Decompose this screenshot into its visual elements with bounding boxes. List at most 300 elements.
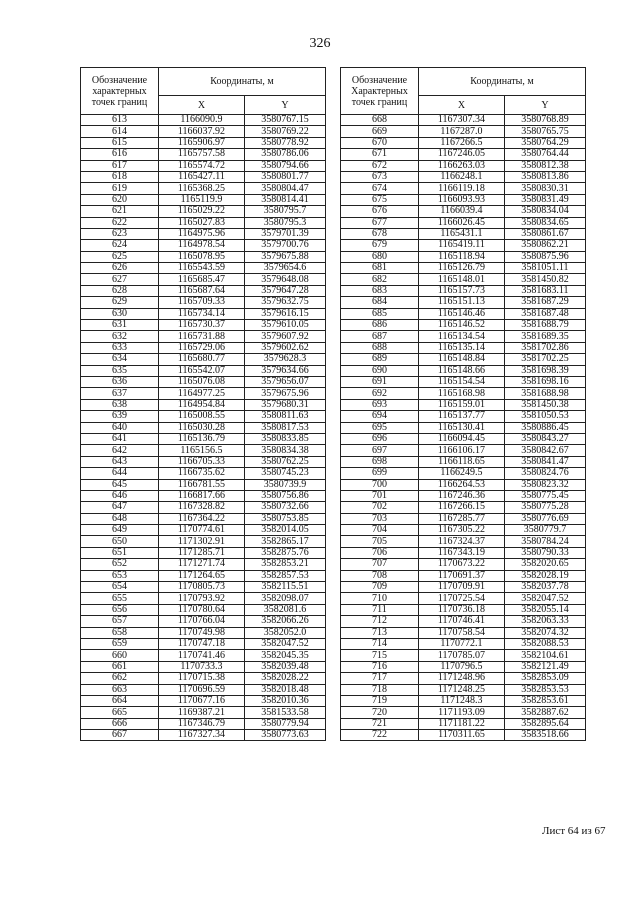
- header-x: X: [419, 96, 505, 115]
- x-cell: 1166817.66: [159, 490, 245, 501]
- point-number-cell: 721: [341, 718, 419, 729]
- point-number-cell: 686: [341, 320, 419, 331]
- point-number-cell: 639: [81, 411, 159, 422]
- y-cell: 3580732.66: [245, 502, 326, 513]
- table-row: [341, 547, 586, 558]
- x-cell: 1167305.22: [419, 525, 505, 536]
- table-row: [81, 525, 326, 536]
- table-row: [81, 217, 326, 228]
- x-cell: 1165906.97: [159, 137, 245, 148]
- y-cell: 3582037.78: [505, 582, 586, 593]
- table-row: [341, 160, 586, 171]
- x-cell: 1171181.22: [419, 718, 505, 729]
- y-cell: 3580764.29: [505, 137, 586, 148]
- point-number-cell: 633: [81, 342, 159, 353]
- table-body-left: [81, 115, 326, 741]
- y-cell: 3582115.51: [245, 582, 326, 593]
- y-cell: 3582104.61: [505, 650, 586, 661]
- y-cell: 3579607.92: [245, 331, 326, 342]
- y-cell: 3582088.53: [505, 638, 586, 649]
- table-row: [341, 399, 586, 410]
- y-cell: 3581688.98: [505, 388, 586, 399]
- table-row: [341, 525, 586, 536]
- x-cell: 1171302.91: [159, 536, 245, 547]
- y-cell: 3582853.09: [505, 673, 586, 684]
- point-number-cell: 684: [341, 297, 419, 308]
- x-cell: 1167327.34: [159, 730, 245, 741]
- y-cell: 3580861.67: [505, 228, 586, 239]
- y-cell: 3579616.15: [245, 308, 326, 319]
- y-cell: 3580862.21: [505, 240, 586, 251]
- x-cell: 1165159.01: [419, 399, 505, 410]
- x-cell: 1170749.98: [159, 627, 245, 638]
- table-row: [341, 376, 586, 387]
- x-cell: 1165146.52: [419, 320, 505, 331]
- y-cell: 3582055.14: [505, 604, 586, 615]
- table-row: [341, 285, 586, 296]
- y-cell: 3579628.3: [245, 354, 326, 365]
- table-row: [81, 206, 326, 217]
- x-cell: 1170677.16: [159, 695, 245, 706]
- y-cell: 3580765.75: [505, 126, 586, 137]
- table-row: [341, 183, 586, 194]
- table-row: [341, 206, 586, 217]
- point-number-cell: 665: [81, 707, 159, 718]
- table-row: [81, 183, 326, 194]
- table-row: [341, 638, 586, 649]
- table-row: [81, 695, 326, 706]
- x-cell: 1165687.64: [159, 285, 245, 296]
- point-number-cell: 681: [341, 263, 419, 274]
- table-row: [81, 559, 326, 570]
- x-cell: 1170796.5: [419, 661, 505, 672]
- point-number-cell: 716: [341, 661, 419, 672]
- y-cell: 3580784.24: [505, 536, 586, 547]
- point-number-cell: 688: [341, 342, 419, 353]
- y-cell: 3579701.39: [245, 228, 326, 239]
- y-cell: 3583518.66: [505, 730, 586, 741]
- point-number-cell: 661: [81, 661, 159, 672]
- x-cell: 1171264.65: [159, 570, 245, 581]
- point-number-cell: 614: [81, 126, 159, 137]
- table-row: [81, 627, 326, 638]
- point-number-cell: 649: [81, 525, 159, 536]
- table-row: [81, 376, 326, 387]
- table-row: [341, 251, 586, 262]
- x-cell: 1165146.46: [419, 308, 505, 319]
- y-cell: 3582121.49: [505, 661, 586, 672]
- point-number-cell: 620: [81, 194, 159, 205]
- point-number-cell: 672: [341, 160, 419, 171]
- table-row: [81, 638, 326, 649]
- table-row: [341, 730, 586, 741]
- table-row: [81, 331, 326, 342]
- x-cell: 1167266.5: [419, 137, 505, 148]
- x-cell: 1170311.65: [419, 730, 505, 741]
- table-row: [81, 365, 326, 376]
- point-number-cell: 678: [341, 228, 419, 239]
- table-row: [341, 650, 586, 661]
- x-cell: 1165731.88: [159, 331, 245, 342]
- table-row: [341, 684, 586, 695]
- x-cell: 1171248.96: [419, 673, 505, 684]
- point-number-cell: 717: [341, 673, 419, 684]
- y-cell: 3582875.76: [245, 547, 326, 558]
- y-cell: 3580775.45: [505, 490, 586, 501]
- table-row: [81, 490, 326, 501]
- point-number-cell: 691: [341, 376, 419, 387]
- table-row: [81, 137, 326, 148]
- header-y: Y: [505, 96, 586, 115]
- x-cell: 1166263.03: [419, 160, 505, 171]
- point-number-cell: 648: [81, 513, 159, 524]
- x-cell: 1170725.54: [419, 593, 505, 604]
- x-cell: 1164975.96: [159, 228, 245, 239]
- y-cell: 3579648.08: [245, 274, 326, 285]
- x-cell: 1165427.11: [159, 171, 245, 182]
- point-number-cell: 652: [81, 559, 159, 570]
- y-cell: 3580786.06: [245, 149, 326, 160]
- table-row: [341, 559, 586, 570]
- y-cell: 3581702.86: [505, 342, 586, 353]
- point-number-cell: 707: [341, 559, 419, 570]
- y-cell: 3580843.27: [505, 433, 586, 444]
- x-cell: 1164978.54: [159, 240, 245, 251]
- y-cell: 3580830.31: [505, 183, 586, 194]
- y-cell: 3582047.52: [245, 638, 326, 649]
- point-number-cell: 692: [341, 388, 419, 399]
- table-row: [81, 616, 326, 627]
- x-cell: 1165137.77: [419, 411, 505, 422]
- table-row: [81, 673, 326, 684]
- y-cell: 3581687.29: [505, 297, 586, 308]
- point-number-cell: 682: [341, 274, 419, 285]
- table-row: [341, 228, 586, 239]
- y-cell: 3581450.38: [505, 399, 586, 410]
- x-cell: 1171193.09: [419, 707, 505, 718]
- table-row: [341, 217, 586, 228]
- point-number-cell: 718: [341, 684, 419, 695]
- table-row: [341, 308, 586, 319]
- y-cell: 3580834.65: [505, 217, 586, 228]
- x-cell: 1165431.1: [419, 228, 505, 239]
- y-cell: 3580769.22: [245, 126, 326, 137]
- y-cell: 3580795.3: [245, 217, 326, 228]
- table-row: [341, 365, 586, 376]
- x-cell: 1165156.5: [159, 445, 245, 456]
- point-number-cell: 683: [341, 285, 419, 296]
- point-number-cell: 679: [341, 240, 419, 251]
- point-number-cell: 641: [81, 433, 159, 444]
- y-cell: 3579675.96: [245, 388, 326, 399]
- x-cell: 1165030.28: [159, 422, 245, 433]
- x-cell: 1166735.62: [159, 468, 245, 479]
- point-number-cell: 669: [341, 126, 419, 137]
- table-row: [81, 650, 326, 661]
- y-cell: 3581450.82: [505, 274, 586, 285]
- x-cell: 1171248.25: [419, 684, 505, 695]
- point-number-cell: 677: [341, 217, 419, 228]
- x-cell: 1170746.41: [419, 616, 505, 627]
- x-cell: 1170696.59: [159, 684, 245, 695]
- x-cell: 1165126.79: [419, 263, 505, 274]
- x-cell: 1165148.01: [419, 274, 505, 285]
- x-cell: 1170709.91: [419, 582, 505, 593]
- y-cell: 3581702.25: [505, 354, 586, 365]
- y-cell: 3582853.61: [505, 695, 586, 706]
- table-row: [81, 342, 326, 353]
- y-cell: 3582028.19: [505, 570, 586, 581]
- x-cell: 1170673.22: [419, 559, 505, 570]
- table-row: [81, 433, 326, 444]
- point-number-cell: 645: [81, 479, 159, 490]
- x-cell: 1166248.1: [419, 171, 505, 182]
- table-row: [341, 354, 586, 365]
- table-row: [81, 399, 326, 410]
- x-cell: 1165685.47: [159, 274, 245, 285]
- x-cell: 1166094.45: [419, 433, 505, 444]
- table-row: [341, 445, 586, 456]
- x-cell: 1165008.55: [159, 411, 245, 422]
- point-number-cell: 647: [81, 502, 159, 513]
- point-number-cell: 676: [341, 206, 419, 217]
- y-cell: 3580817.53: [245, 422, 326, 433]
- x-cell: 1165680.77: [159, 354, 245, 365]
- table-row: [81, 661, 326, 672]
- y-cell: 3580779.94: [245, 718, 326, 729]
- x-cell: 1167346.79: [159, 718, 245, 729]
- y-cell: 3580790.33: [505, 547, 586, 558]
- y-cell: 3580795.7: [245, 206, 326, 217]
- x-cell: 1166264.53: [419, 479, 505, 490]
- table-row: [341, 342, 586, 353]
- table-row: [341, 707, 586, 718]
- x-cell: 1170766.04: [159, 616, 245, 627]
- point-number-cell: 613: [81, 115, 159, 126]
- table-row: [341, 718, 586, 729]
- table-row: [341, 604, 586, 615]
- y-cell: 3582081.6: [245, 604, 326, 615]
- x-cell: 1165151.13: [419, 297, 505, 308]
- point-number-cell: 694: [341, 411, 419, 422]
- x-cell: 1165076.08: [159, 376, 245, 387]
- y-cell: 3579700.76: [245, 240, 326, 251]
- x-cell: 1167246.05: [419, 149, 505, 160]
- table-row: [81, 547, 326, 558]
- y-cell: 3580834.04: [505, 206, 586, 217]
- y-cell: 3580833.85: [245, 433, 326, 444]
- table-row: [81, 411, 326, 422]
- x-cell: 1167287.0: [419, 126, 505, 137]
- point-number-cell: 697: [341, 445, 419, 456]
- x-cell: 1166119.18: [419, 183, 505, 194]
- point-number-cell: 634: [81, 354, 159, 365]
- y-cell: 3582887.62: [505, 707, 586, 718]
- y-cell: 3580767.15: [245, 115, 326, 126]
- point-number-cell: 637: [81, 388, 159, 399]
- header-designation: Обозначение характерных точек границ: [81, 68, 159, 115]
- x-cell: 1164977.25: [159, 388, 245, 399]
- y-cell: 3580775.28: [505, 502, 586, 513]
- y-cell: 3579675.88: [245, 251, 326, 262]
- y-cell: 3582066.26: [245, 616, 326, 627]
- x-cell: 1171271.74: [159, 559, 245, 570]
- point-number-cell: 627: [81, 274, 159, 285]
- x-cell: 1165368.25: [159, 183, 245, 194]
- x-cell: 1166039.4: [419, 206, 505, 217]
- point-number-cell: 704: [341, 525, 419, 536]
- y-cell: 3580811.63: [245, 411, 326, 422]
- y-cell: 3580812.38: [505, 160, 586, 171]
- x-cell: 1170774.61: [159, 525, 245, 536]
- x-cell: 1167266.15: [419, 502, 505, 513]
- table-row: [341, 411, 586, 422]
- y-cell: 3579654.6: [245, 263, 326, 274]
- table-row: [81, 228, 326, 239]
- x-cell: 1165027.83: [159, 217, 245, 228]
- table-row: [341, 536, 586, 547]
- point-number-cell: 715: [341, 650, 419, 661]
- table-row: [341, 126, 586, 137]
- table-row: [81, 582, 326, 593]
- y-cell: 3580813.86: [505, 171, 586, 182]
- y-cell: 3580842.67: [505, 445, 586, 456]
- table-row: [81, 240, 326, 251]
- table-row: [81, 468, 326, 479]
- y-cell: 3581687.48: [505, 308, 586, 319]
- table-row: [341, 274, 586, 285]
- table-row: [341, 456, 586, 467]
- x-cell: 1167307.34: [419, 115, 505, 126]
- table-body-right: [341, 115, 586, 741]
- y-cell: 3579610.05: [245, 320, 326, 331]
- point-number-cell: 675: [341, 194, 419, 205]
- table-row: [341, 695, 586, 706]
- sheet-footer: Лист 64 из 67: [542, 825, 606, 837]
- point-number-cell: 705: [341, 536, 419, 547]
- y-cell: 3580875.96: [505, 251, 586, 262]
- point-number-cell: 650: [81, 536, 159, 547]
- table-row: [341, 263, 586, 274]
- x-cell: 1167246.36: [419, 490, 505, 501]
- point-number-cell: 706: [341, 547, 419, 558]
- x-cell: 1170785.07: [419, 650, 505, 661]
- table-row: [341, 171, 586, 182]
- table-row: [81, 285, 326, 296]
- table-row: [81, 479, 326, 490]
- point-number-cell: 667: [81, 730, 159, 741]
- point-number-cell: 680: [341, 251, 419, 262]
- x-cell: 1165118.94: [419, 251, 505, 262]
- y-cell: 3582047.52: [505, 593, 586, 604]
- point-number-cell: 658: [81, 627, 159, 638]
- x-cell: 1166090.9: [159, 115, 245, 126]
- x-cell: 1167328.82: [159, 502, 245, 513]
- x-cell: 1170747.18: [159, 638, 245, 649]
- x-cell: 1171248.3: [419, 695, 505, 706]
- table-row: [341, 388, 586, 399]
- x-cell: 1165148.66: [419, 365, 505, 376]
- y-cell: 3579647.28: [245, 285, 326, 296]
- table-row: [81, 194, 326, 205]
- point-number-cell: 722: [341, 730, 419, 741]
- table-row: [81, 536, 326, 547]
- point-number-cell: 636: [81, 376, 159, 387]
- x-cell: 1166118.65: [419, 456, 505, 467]
- y-cell: 3580773.63: [245, 730, 326, 741]
- y-cell: 3581051.11: [505, 263, 586, 274]
- table-row: [341, 661, 586, 672]
- table-row: [81, 251, 326, 262]
- point-number-cell: 651: [81, 547, 159, 558]
- table-row: [81, 422, 326, 433]
- table-row: [81, 593, 326, 604]
- y-cell: 3580823.32: [505, 479, 586, 490]
- x-cell: 1165130.41: [419, 422, 505, 433]
- table-row: [81, 604, 326, 615]
- point-number-cell: 628: [81, 285, 159, 296]
- y-cell: 3582865.17: [245, 536, 326, 547]
- y-cell: 3582098.07: [245, 593, 326, 604]
- table-row: [81, 513, 326, 524]
- table-row: [341, 570, 586, 581]
- x-cell: 1166037.92: [159, 126, 245, 137]
- y-cell: 3582028.22: [245, 673, 326, 684]
- point-number-cell: 685: [341, 308, 419, 319]
- y-cell: 3581689.35: [505, 331, 586, 342]
- table-row: [81, 502, 326, 513]
- table-row: [81, 445, 326, 456]
- x-cell: 1167364.22: [159, 513, 245, 524]
- y-cell: 3582010.36: [245, 695, 326, 706]
- point-number-cell: 695: [341, 422, 419, 433]
- point-number-cell: 714: [341, 638, 419, 649]
- y-cell: 3581698.39: [505, 365, 586, 376]
- x-cell: 1165154.54: [419, 376, 505, 387]
- point-number-cell: 638: [81, 399, 159, 410]
- y-cell: 3581698.16: [505, 376, 586, 387]
- y-cell: 3582020.65: [505, 559, 586, 570]
- table-row: [81, 388, 326, 399]
- y-cell: 3582853.21: [245, 559, 326, 570]
- table-row: [341, 320, 586, 331]
- x-cell: 1166026.45: [419, 217, 505, 228]
- point-number-cell: 708: [341, 570, 419, 581]
- point-number-cell: 657: [81, 616, 159, 627]
- table-row: [341, 194, 586, 205]
- point-number-cell: 713: [341, 627, 419, 638]
- point-number-cell: 700: [341, 479, 419, 490]
- point-number-cell: 630: [81, 308, 159, 319]
- x-cell: 1170758.54: [419, 627, 505, 638]
- x-cell: 1165157.73: [419, 285, 505, 296]
- point-number-cell: 711: [341, 604, 419, 615]
- point-number-cell: 698: [341, 456, 419, 467]
- y-cell: 3580834.38: [245, 445, 326, 456]
- y-cell: 3582074.32: [505, 627, 586, 638]
- y-cell: 3580762.25: [245, 456, 326, 467]
- y-cell: 3579602.62: [245, 342, 326, 353]
- y-cell: 3582039.48: [245, 661, 326, 672]
- x-cell: 1165148.84: [419, 354, 505, 365]
- x-cell: 1170691.37: [419, 570, 505, 581]
- x-cell: 1166093.93: [419, 194, 505, 205]
- x-cell: 1164954.84: [159, 399, 245, 410]
- y-cell: 3582018.48: [245, 684, 326, 695]
- x-cell: 1170733.3: [159, 661, 245, 672]
- y-cell: 3580764.44: [505, 149, 586, 160]
- x-cell: 1165168.98: [419, 388, 505, 399]
